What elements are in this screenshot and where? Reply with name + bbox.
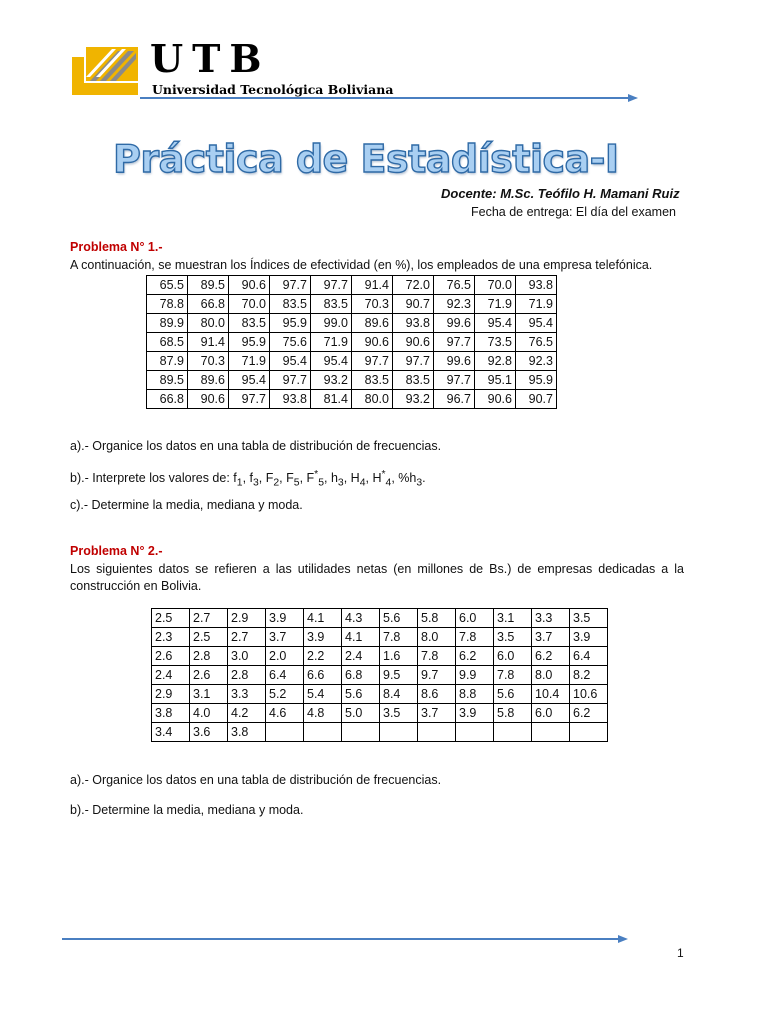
problem-1-table-row (147, 390, 557, 409)
problem-1-title: Problema N° 1.- (70, 240, 163, 254)
problem-2-table-row (152, 609, 608, 628)
problem-2-table-cell: 6.0 (532, 704, 570, 723)
problem-2-table-cell (380, 723, 418, 742)
problem-2-table-cell: 2.3 (152, 628, 190, 647)
problem-2-table-cell: 8.2 (570, 666, 608, 685)
problem-2-table-cell: 2.0 (266, 647, 304, 666)
problem-1-table-cell: 80.0 (352, 390, 393, 409)
problem-1-table-cell: 90.6 (475, 390, 516, 409)
problem-1-table-cell: 65.5 (147, 276, 188, 295)
problem-2-table-cell: 3.8 (152, 704, 190, 723)
problem-1-table-cell: 72.0 (393, 276, 434, 295)
problem-2-table-cell: 3.0 (228, 647, 266, 666)
problem-1-table-cell: 95.1 (475, 371, 516, 390)
problem-1-table-cell: 99.0 (311, 314, 352, 333)
fecha-entrega: Fecha de entrega: El día del examen (471, 205, 676, 219)
problem-1-table-row (147, 371, 557, 390)
problem-1-table-cell: 70.0 (475, 276, 516, 295)
utb-logo-icon (72, 47, 138, 95)
problem-2-question-b: b).- Determine la media, mediana y moda. (70, 803, 304, 817)
problem-1-table-cell: 93.8 (270, 390, 311, 409)
problem-2-table-cell: 3.5 (494, 628, 532, 647)
problem-1-table-cell: 83.5 (270, 295, 311, 314)
problem-2-table-cell: 7.8 (380, 628, 418, 647)
problem-2-table-cell: 3.3 (228, 685, 266, 704)
problem-1-table-cell: 76.5 (516, 333, 557, 352)
problem-2-table-cell: 7.8 (456, 628, 494, 647)
problem-1-question-a: a).- Organice los datos en una tabla de distribución de frecuencias. (70, 439, 442, 453)
problem-2-table-cell: 8.4 (380, 685, 418, 704)
problem-1-table-cell: 95.4 (270, 352, 311, 371)
problem-2-table-cell (266, 723, 304, 742)
problem-2-table-cell (342, 723, 380, 742)
problem-2-table-cell: 2.7 (190, 609, 228, 628)
problem-2-table-cell (304, 723, 342, 742)
problem-1-table-cell: 87.9 (147, 352, 188, 371)
problem-1-table-cell: 78.8 (147, 295, 188, 314)
problem-1-table-cell: 95.9 (270, 314, 311, 333)
problem-2-table-cell: 6.2 (532, 647, 570, 666)
problem-2-table-cell: 3.7 (266, 628, 304, 647)
problem-2-table-cell: 3.9 (456, 704, 494, 723)
problem-1-table-cell: 83.5 (393, 371, 434, 390)
docente: Docente: M.Sc. Teófilo H. Mamani Ruiz (441, 186, 680, 201)
problem-2-table-cell (532, 723, 570, 742)
problem-2-table-cell: 6.6 (304, 666, 342, 685)
problem-2-table-cell: 6.2 (456, 647, 494, 666)
problem-1-question-c: c).- Determine la media, mediana y moda. (70, 498, 303, 512)
problem-1-table-cell: 71.9 (516, 295, 557, 314)
problem-1-table-cell: 97.7 (311, 276, 352, 295)
problem-2-table-cell: 9.7 (418, 666, 456, 685)
problem-2-table-cell (494, 723, 532, 742)
problem-1-table-cell: 91.4 (352, 276, 393, 295)
problem-1-table-cell: 66.8 (188, 295, 229, 314)
problem-1-table-cell: 70.3 (352, 295, 393, 314)
problem-2-table-cell: 7.8 (494, 666, 532, 685)
problem-2-table-cell: 6.0 (494, 647, 532, 666)
problem-2-table-cell: 4.3 (342, 609, 380, 628)
problem-1-table-cell: 89.9 (147, 314, 188, 333)
problem-1-table-cell: 96.7 (434, 390, 475, 409)
problem-1-table-cell: 76.5 (434, 276, 475, 295)
problem-2-table-cell: 3.8 (228, 723, 266, 742)
problem-1-table-cell: 95.4 (475, 314, 516, 333)
problem-1-table-cell: 75.6 (270, 333, 311, 352)
problem-1-table-cell: 89.5 (147, 371, 188, 390)
problem-2-table-cell: 5.8 (494, 704, 532, 723)
problem-1-table-cell: 93.8 (516, 276, 557, 295)
problem-1-table-cell: 92.3 (516, 352, 557, 371)
problem-2-table-cell: 2.8 (228, 666, 266, 685)
problem-2-table-cell: 5.2 (266, 685, 304, 704)
problem-2-table-cell: 2.4 (342, 647, 380, 666)
problem-2-title: Problema N° 2.- (70, 544, 163, 558)
problem-2-table-cell: 3.7 (418, 704, 456, 723)
problem-1-table-cell: 89.6 (188, 371, 229, 390)
problem-2-table-cell: 4.6 (266, 704, 304, 723)
page-title: Práctica de Estadística-I (113, 137, 619, 181)
problem-2-table-cell: 3.9 (266, 609, 304, 628)
problem-1-table-cell: 80.0 (188, 314, 229, 333)
problem-2-table-row (152, 666, 608, 685)
page-number: 1 (677, 946, 684, 960)
problem-1-table-row (147, 352, 557, 371)
problem-2-table-cell: 10.6 (570, 685, 608, 704)
problem-2-table (151, 608, 608, 742)
problem-2-table-cell: 2.5 (190, 628, 228, 647)
problem-1-table-cell: 70.3 (188, 352, 229, 371)
problem-2-table-cell: 2.2 (304, 647, 342, 666)
problem-2-table-row (152, 723, 608, 742)
problem-1-table-cell: 90.6 (188, 390, 229, 409)
problem-1-table-cell: 93.2 (311, 371, 352, 390)
problem-1-table-cell: 97.7 (434, 333, 475, 352)
problem-2-table-cell: 6.4 (570, 647, 608, 666)
problem-2-table-cell: 6.4 (266, 666, 304, 685)
problem-1-table-cell: 81.4 (311, 390, 352, 409)
problem-1-table-cell: 95.9 (516, 371, 557, 390)
problem-2-table-row (152, 704, 608, 723)
problem-2-table-cell: 5.0 (342, 704, 380, 723)
problem-2-table-cell: 4.2 (228, 704, 266, 723)
problem-1-table-row (147, 295, 557, 314)
problem-2-table-cell: 4.1 (304, 609, 342, 628)
problem-1-table-cell: 91.4 (188, 333, 229, 352)
logo-text: UTB (150, 36, 271, 81)
problem-2-table-cell: 3.9 (304, 628, 342, 647)
problem-1-table-cell: 70.0 (229, 295, 270, 314)
problem-2-table-cell: 6.0 (456, 609, 494, 628)
problem-1-table-cell: 95.9 (229, 333, 270, 352)
problem-2-table-cell: 2.6 (190, 666, 228, 685)
problem-1-table-cell: 89.6 (352, 314, 393, 333)
problem-1-table-cell: 90.6 (352, 333, 393, 352)
problem-1-table-cell: 92.8 (475, 352, 516, 371)
problem-1-question-b: b).- Interprete los valores de: $f_1$, $f_3$, $F_2$, $F_5$, $F^*_5$, $h_3$, $H_4$, $H^*_4$, $\%h_3$. (70, 469, 426, 489)
problem-2-question-a: a).- Organice los datos en una tabla de distribución de frecuencias. (70, 773, 442, 787)
problem-2-table-cell: 3.1 (190, 685, 228, 704)
problem-1-table-cell: 73.5 (475, 333, 516, 352)
problem-1-table-cell: 83.5 (229, 314, 270, 333)
problem-1-table-cell: 66.8 (147, 390, 188, 409)
problem-1-table-cell: 97.7 (434, 371, 475, 390)
problem-2-table-row (152, 647, 608, 666)
problem-2-table-cell: 2.6 (152, 647, 190, 666)
problem-2-table-row (152, 628, 608, 647)
problem-2-table-cell: 10.4 (532, 685, 570, 704)
problem-1-table-cell: 83.5 (352, 371, 393, 390)
problem-2-table-cell: 5.6 (342, 685, 380, 704)
problem-1-table-cell: 83.5 (311, 295, 352, 314)
problem-1-table-row (147, 276, 557, 295)
problem-1-table-cell: 71.9 (311, 333, 352, 352)
problem-1-table-cell: 90.7 (393, 295, 434, 314)
problem-2-table-cell: 8.6 (418, 685, 456, 704)
problem-2-table-cell: 3.5 (380, 704, 418, 723)
problem-1-table-cell: 97.7 (352, 352, 393, 371)
problem-2-table-cell: 9.9 (456, 666, 494, 685)
problem-2-table-cell: 5.6 (494, 685, 532, 704)
problem-2-table-cell: 4.0 (190, 704, 228, 723)
problem-1-table-cell: 97.7 (393, 352, 434, 371)
problem-2-table-cell: 7.8 (418, 647, 456, 666)
problem-1-table-cell: 71.9 (475, 295, 516, 314)
problem-1-table-cell: 97.7 (270, 371, 311, 390)
problem-2-table-cell: 1.6 (380, 647, 418, 666)
problem-2-table-cell: 2.4 (152, 666, 190, 685)
problem-1-table-cell: 90.7 (516, 390, 557, 409)
header-arrow-icon (140, 90, 640, 106)
problem-2-table-cell: 3.5 (570, 609, 608, 628)
problem-2-table-row (152, 685, 608, 704)
problem-1-table-cell: 68.5 (147, 333, 188, 352)
problem-1-table-cell: 95.4 (311, 352, 352, 371)
problem-1-intro: A continuación, se muestran los Índices de efectividad (en %), los empleados de una empresa telefónica. (70, 258, 653, 272)
problem-1-table (146, 275, 557, 409)
problem-1-table-cell: 95.4 (516, 314, 557, 333)
problem-1-table-cell: 95.4 (229, 371, 270, 390)
problem-1-table-row (147, 314, 557, 333)
problem-1-table-cell: 90.6 (393, 333, 434, 352)
problem-1-table-cell: 93.8 (393, 314, 434, 333)
university-name: Universidad Tecnológica Boliviana (152, 82, 394, 97)
problem-1-table-cell: 71.9 (229, 352, 270, 371)
problem-2-table-cell: 3.4 (152, 723, 190, 742)
problem-2-table-cell: 2.8 (190, 647, 228, 666)
footer-arrow-icon (62, 931, 632, 947)
problem-2-table-cell (570, 723, 608, 742)
problem-2-table-cell: 3.9 (570, 628, 608, 647)
problem-2-table-cell: 8.0 (418, 628, 456, 647)
problem-2-table-cell: 2.5 (152, 609, 190, 628)
problem-2-table-cell: 4.1 (342, 628, 380, 647)
problem-2-table-cell: 9.5 (380, 666, 418, 685)
problem-1-table-cell: 92.3 (434, 295, 475, 314)
problem-1-table-cell: 89.5 (188, 276, 229, 295)
problem-1-table-cell: 93.2 (393, 390, 434, 409)
problem-2-table-cell: 3.3 (532, 609, 570, 628)
problem-2-table-cell (456, 723, 494, 742)
problem-1-table-cell: 99.6 (434, 352, 475, 371)
problem-1-table-cell: 90.6 (229, 276, 270, 295)
problem-2-table-cell: 8.8 (456, 685, 494, 704)
problem-2-table-cell: 2.9 (152, 685, 190, 704)
problem-2-table-cell: 6.2 (570, 704, 608, 723)
problem-1-table-cell: 97.7 (270, 276, 311, 295)
problem-2-table-cell: 3.1 (494, 609, 532, 628)
problem-2-table-cell: 5.4 (304, 685, 342, 704)
problem-1-table-cell: 97.7 (229, 390, 270, 409)
problem-1-table-cell: 99.6 (434, 314, 475, 333)
problem-2-table-cell: 6.8 (342, 666, 380, 685)
problem-2-table-cell: 5.8 (418, 609, 456, 628)
problem-2-table-cell: 4.8 (304, 704, 342, 723)
problem-2-table-cell: 2.7 (228, 628, 266, 647)
problem-2-table-cell: 3.7 (532, 628, 570, 647)
problem-2-table-cell: 8.0 (532, 666, 570, 685)
problem-2-table-cell (418, 723, 456, 742)
question-b-prefix: b).- Interprete los valores de: (70, 471, 234, 486)
problem-2-table-cell: 5.6 (380, 609, 418, 628)
problem-1-table-row (147, 333, 557, 352)
problem-2-table-cell: 3.6 (190, 723, 228, 742)
problem-2-table-cell: 2.9 (228, 609, 266, 628)
problem-2-intro: Los siguientes datos se refieren a las utilidades netas (en millones de Bs.) de empresas dedicadas a la construcción en Bolivia. (70, 562, 684, 593)
